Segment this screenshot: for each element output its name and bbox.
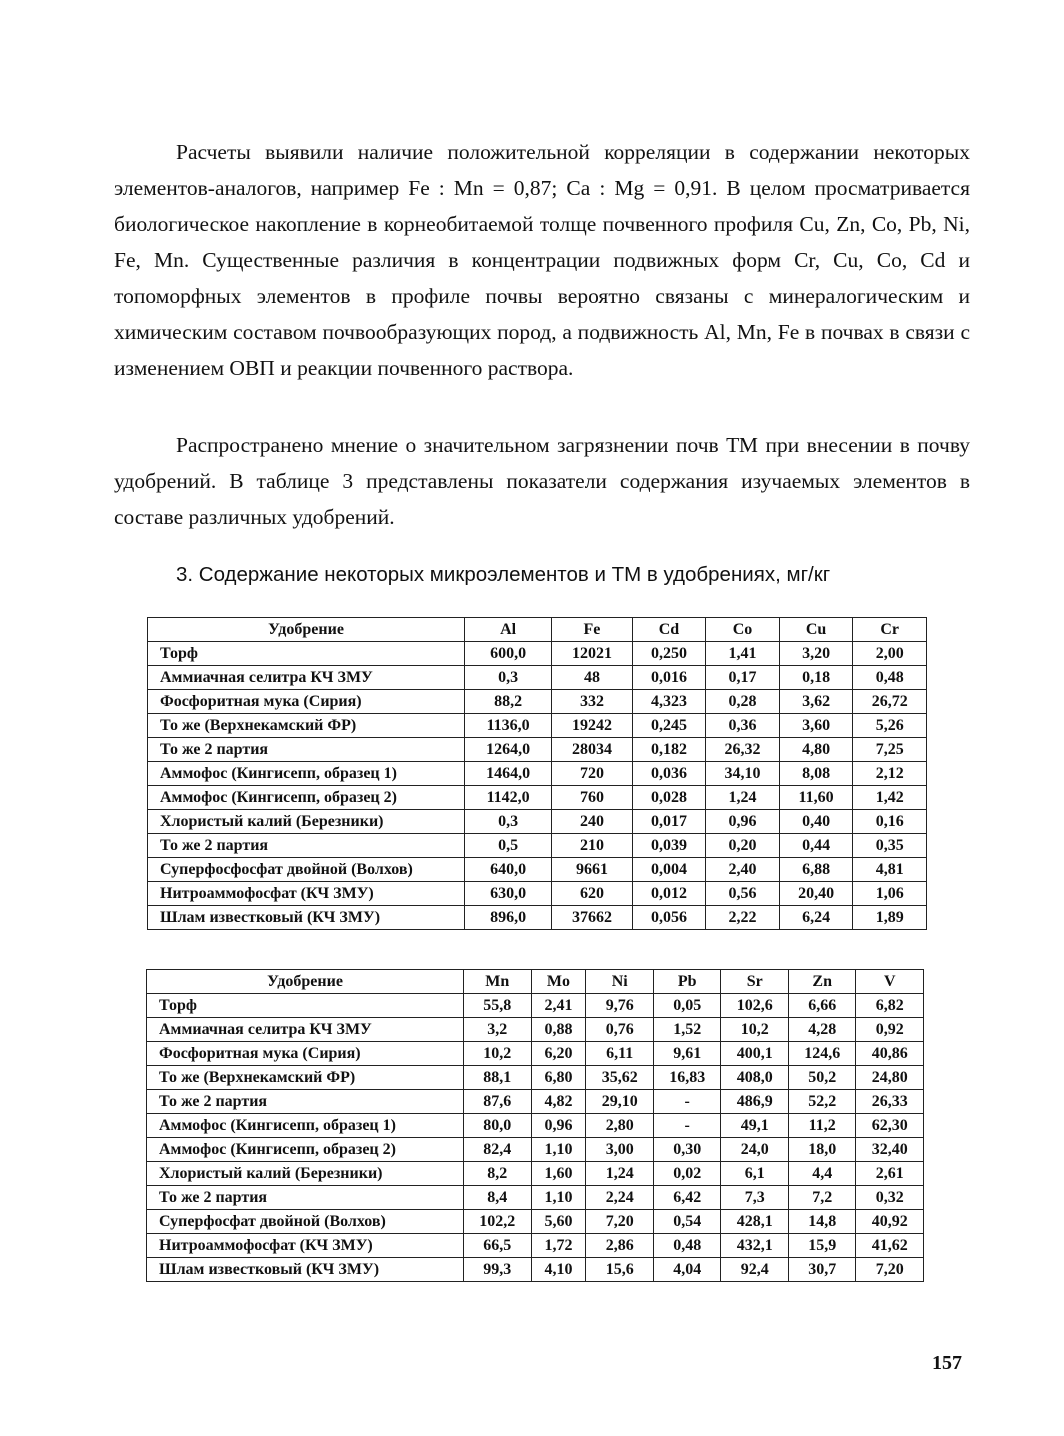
value-cell: 11,60 [779,786,853,810]
column-header-zn: Zn [788,970,856,994]
value-cell: 0,36 [706,714,780,738]
table-row [147,1090,924,1114]
value-cell: 0,16 [853,810,927,834]
value-cell: 40,86 [856,1042,924,1066]
value-cell: 32,40 [856,1138,924,1162]
value-cell: 0,18 [779,666,853,690]
value-cell: 896,0 [465,906,552,930]
value-cell: 49,1 [721,1114,789,1138]
fertilizer-name-cell: Шлам известковый (КЧ ЗМУ) [148,906,465,930]
value-cell: 26,33 [856,1090,924,1114]
value-cell: 4,323 [632,690,706,714]
fertilizer-name-cell: То же (Верхнекамский ФР) [147,1066,464,1090]
value-cell: 0,48 [853,666,927,690]
value-cell: 1,42 [853,786,927,810]
value-cell: 0,012 [632,882,706,906]
table-row [147,1138,924,1162]
table-row [148,858,927,882]
value-cell: 1,06 [853,882,927,906]
table-header-row [148,618,927,642]
value-cell: 7,2 [788,1186,856,1210]
column-header-cr: Cr [853,618,927,642]
value-cell: 1264,0 [465,738,552,762]
value-cell: 0,5 [465,834,552,858]
value-cell: 0,20 [706,834,780,858]
value-cell: 0,245 [632,714,706,738]
fertilizer-name-cell: Суперфосфосфат двойной (Волхов) [148,858,465,882]
table-row [148,882,927,906]
value-cell: 62,30 [856,1114,924,1138]
value-cell: 124,6 [788,1042,856,1066]
value-cell: 1,10 [531,1138,586,1162]
value-cell: 55,8 [464,994,532,1018]
value-cell: 41,62 [856,1234,924,1258]
value-cell: 0,039 [632,834,706,858]
value-cell: 0,036 [632,762,706,786]
table-row [148,714,927,738]
value-cell: 9,76 [586,994,654,1018]
value-cell: 3,00 [586,1138,654,1162]
value-cell: 332 [552,690,632,714]
value-cell: 0,40 [779,810,853,834]
value-cell: 24,80 [856,1066,924,1090]
fertilizer-name-cell: То же (Верхнекамский ФР) [148,714,465,738]
value-cell: 4,4 [788,1162,856,1186]
fertilizer-name-cell: Торф [148,642,465,666]
value-cell: 1,24 [586,1162,654,1186]
value-cell: 82,4 [464,1138,532,1162]
value-cell: 3,60 [779,714,853,738]
value-cell: 0,35 [853,834,927,858]
value-cell: 6,88 [779,858,853,882]
value-cell: 486,9 [721,1090,789,1114]
table-row [147,1018,924,1042]
value-cell: 240 [552,810,632,834]
fertilizer-name-cell: Суперфосфат двойной (Волхов) [147,1210,464,1234]
fertilizer-name-cell: То же 2 партия [148,834,465,858]
value-cell: 0,182 [632,738,706,762]
value-cell: 102,6 [721,994,789,1018]
fertilizer-name-cell: Аммофос (Кингисепп, образец 1) [148,762,465,786]
value-cell: 5,60 [531,1210,586,1234]
table-al-fe-cd-co-cu-cr [147,617,927,930]
value-cell: 26,72 [853,690,927,714]
value-cell: 8,08 [779,762,853,786]
fertilizer-name-cell: Шлам известковый (КЧ ЗМУ) [147,1258,464,1282]
fertilizer-name-cell: Аммиачная селитра КЧ ЗМУ [147,1018,464,1042]
column-header-cd: Cd [632,618,706,642]
value-cell: - [653,1090,721,1114]
value-cell: 2,41 [531,994,586,1018]
value-cell: 0,3 [465,810,552,834]
value-cell: 6,11 [586,1042,654,1066]
fertilizer-name-cell: Аммофос (Кингисепп, образец 2) [148,786,465,810]
value-cell: 1,10 [531,1186,586,1210]
value-cell: 0,56 [706,882,780,906]
table-row [147,1114,924,1138]
value-cell: 7,25 [853,738,927,762]
value-cell: 630,0 [465,882,552,906]
value-cell: 1,41 [706,642,780,666]
value-cell: 37662 [552,906,632,930]
value-cell: 16,83 [653,1066,721,1090]
column-header-al: Al [465,618,552,642]
value-cell: 0,17 [706,666,780,690]
fertilizer-name-cell: Нитроаммофосфат (КЧ ЗМУ) [148,882,465,906]
value-cell: 34,10 [706,762,780,786]
column-header-ni: Ni [586,970,654,994]
value-cell: 0,88 [531,1018,586,1042]
column-header-co: Co [706,618,780,642]
table-row [147,1066,924,1090]
value-cell: 19242 [552,714,632,738]
paragraph-2: Распространено мнение о значительном загрязнении почв ТМ при внесении в почву удобрений. В таблице 3 представлены показатели содержания изучаемых элементов в составе различных удобрений. [114,433,970,529]
value-cell: 11,2 [788,1114,856,1138]
fertilizer-name-cell: Аммофос (Кингисепп, образец 1) [147,1114,464,1138]
column-header-sr: Sr [721,970,789,994]
value-cell: 400,1 [721,1042,789,1066]
value-cell: 0,32 [856,1186,924,1210]
fertilizer-name-cell: Торф [147,994,464,1018]
table-row [148,834,927,858]
fertilizer-name-cell: Хлористый калий (Березники) [148,810,465,834]
table-row [147,994,924,1018]
value-cell: 210 [552,834,632,858]
table-row [148,786,927,810]
value-cell: 0,028 [632,786,706,810]
value-cell: 0,92 [856,1018,924,1042]
table-row [147,1186,924,1210]
value-cell: 24,0 [721,1138,789,1162]
column-header-mn: Mn [464,970,532,994]
value-cell: 0,48 [653,1234,721,1258]
value-cell: 0,02 [653,1162,721,1186]
table-row [147,1210,924,1234]
column-header-mo: Mo [531,970,586,994]
value-cell: 8,4 [464,1186,532,1210]
value-cell: 102,2 [464,1210,532,1234]
value-cell: 2,00 [853,642,927,666]
value-cell: 52,2 [788,1090,856,1114]
value-cell: - [653,1114,721,1138]
fertilizer-name-cell: Фосфоритная мука (Сирия) [148,690,465,714]
value-cell: 2,22 [706,906,780,930]
value-cell: 48 [552,666,632,690]
fertilizer-name-cell: То же 2 партия [148,738,465,762]
value-cell: 0,016 [632,666,706,690]
value-cell: 720 [552,762,632,786]
value-cell: 29,10 [586,1090,654,1114]
table-row [148,666,927,690]
value-cell: 640,0 [465,858,552,882]
value-cell: 6,24 [779,906,853,930]
value-cell: 1136,0 [465,714,552,738]
table-row [147,1258,924,1282]
value-cell: 1,52 [653,1018,721,1042]
value-cell: 88,2 [465,690,552,714]
value-cell: 0,28 [706,690,780,714]
table-caption: 3. Содержание некоторых микроэлементов и ТМ в удобрениях, мг/кг [176,563,831,586]
value-cell: 2,12 [853,762,927,786]
value-cell: 6,80 [531,1066,586,1090]
value-cell: 20,40 [779,882,853,906]
fertilizer-name-cell: Фосфоритная мука (Сирия) [147,1042,464,1066]
value-cell: 4,10 [531,1258,586,1282]
value-cell: 9,61 [653,1042,721,1066]
value-cell: 408,0 [721,1066,789,1090]
value-cell: 4,81 [853,858,927,882]
value-cell: 87,6 [464,1090,532,1114]
table-row [147,1042,924,1066]
value-cell: 2,86 [586,1234,654,1258]
page-number: 157 [932,1352,962,1374]
value-cell: 0,96 [531,1114,586,1138]
column-header-fertilizer: Удобрение [147,970,464,994]
fertilizer-name-cell: То же 2 партия [147,1090,464,1114]
fertilizer-name-cell: Хлористый калий (Березники) [147,1162,464,1186]
value-cell: 432,1 [721,1234,789,1258]
value-cell: 7,20 [586,1210,654,1234]
value-cell: 428,1 [721,1210,789,1234]
value-cell: 7,3 [721,1186,789,1210]
value-cell: 6,82 [856,994,924,1018]
value-cell: 600,0 [465,642,552,666]
value-cell: 9661 [552,858,632,882]
value-cell: 4,28 [788,1018,856,1042]
value-cell: 6,42 [653,1186,721,1210]
value-cell: 4,04 [653,1258,721,1282]
value-cell: 14,8 [788,1210,856,1234]
value-cell: 10,2 [721,1018,789,1042]
value-cell: 99,3 [464,1258,532,1282]
value-cell: 3,2 [464,1018,532,1042]
column-header-fe: Fe [552,618,632,642]
value-cell: 15,6 [586,1258,654,1282]
value-cell: 1,60 [531,1162,586,1186]
fertilizer-name-cell: Нитроаммофосфат (КЧ ЗМУ) [147,1234,464,1258]
value-cell: 6,66 [788,994,856,1018]
value-cell: 620 [552,882,632,906]
value-cell: 1,72 [531,1234,586,1258]
value-cell: 8,2 [464,1162,532,1186]
value-cell: 10,2 [464,1042,532,1066]
value-cell: 0,017 [632,810,706,834]
value-cell: 3,20 [779,642,853,666]
value-cell: 15,9 [788,1234,856,1258]
column-header-v: V [856,970,924,994]
value-cell: 6,20 [531,1042,586,1066]
fertilizer-name-cell: Аммофос (Кингисепп, образец 2) [147,1138,464,1162]
value-cell: 7,20 [856,1258,924,1282]
value-cell: 3,62 [779,690,853,714]
table-row [148,690,927,714]
value-cell: 0,96 [706,810,780,834]
value-cell: 18,0 [788,1138,856,1162]
value-cell: 50,2 [788,1066,856,1090]
value-cell: 0,004 [632,858,706,882]
table-row [148,810,927,834]
paragraph-1: Расчеты выявили наличие положительной корреляции в содержании некоторых элементов-аналогов, например Fe : Mn = 0,87; Ca : Mg = 0,91. В целом просматривается биологическое накопление в корнеобитаемой толще почвенного профиля Cu, Zn, Co, Pb, Ni, Fe, Mn. Существенные различия в концентрации подвижных форм Cr, Cu, Co, Cd и топоморфных элементов в профиле почвы вероятно связаны с минералогическим и химическим составом почвообразующих пород, а подвижность Al, Mn, Fe в почвах в связи с изменением ОВП и реакции почвенного раствора. [114,140,970,380]
value-cell: 1464,0 [465,762,552,786]
table-mn-mo-ni-pb-sr-zn-v [146,969,924,1282]
value-cell: 1142,0 [465,786,552,810]
table-row [147,1234,924,1258]
fertilizer-name-cell: То же 2 партия [147,1186,464,1210]
value-cell: 40,92 [856,1210,924,1234]
column-header-pb: Pb [653,970,721,994]
value-cell: 0,3 [465,666,552,690]
table-header-row [147,970,924,994]
value-cell: 0,05 [653,994,721,1018]
value-cell: 0,54 [653,1210,721,1234]
column-header-fertilizer: Удобрение [148,618,465,642]
table-row [147,1162,924,1186]
fertilizer-name-cell: Аммиачная селитра КЧ ЗМУ [148,666,465,690]
value-cell: 2,24 [586,1186,654,1210]
table-row [148,642,927,666]
value-cell: 1,24 [706,786,780,810]
value-cell: 66,5 [464,1234,532,1258]
column-header-cu: Cu [779,618,853,642]
value-cell: 30,7 [788,1258,856,1282]
table-row [148,762,927,786]
value-cell: 4,80 [779,738,853,762]
value-cell: 80,0 [464,1114,532,1138]
value-cell: 5,26 [853,714,927,738]
value-cell: 26,32 [706,738,780,762]
value-cell: 760 [552,786,632,810]
value-cell: 35,62 [586,1066,654,1090]
table-row [148,906,927,930]
value-cell: 88,1 [464,1066,532,1090]
value-cell: 0,056 [632,906,706,930]
value-cell: 0,76 [586,1018,654,1042]
value-cell: 0,30 [653,1138,721,1162]
value-cell: 12021 [552,642,632,666]
value-cell: 1,89 [853,906,927,930]
value-cell: 4,82 [531,1090,586,1114]
value-cell: 92,4 [721,1258,789,1282]
value-cell: 28034 [552,738,632,762]
value-cell: 0,44 [779,834,853,858]
value-cell: 2,80 [586,1114,654,1138]
value-cell: 2,40 [706,858,780,882]
value-cell: 6,1 [721,1162,789,1186]
value-cell: 0,250 [632,642,706,666]
table-row [148,738,927,762]
value-cell: 2,61 [856,1162,924,1186]
